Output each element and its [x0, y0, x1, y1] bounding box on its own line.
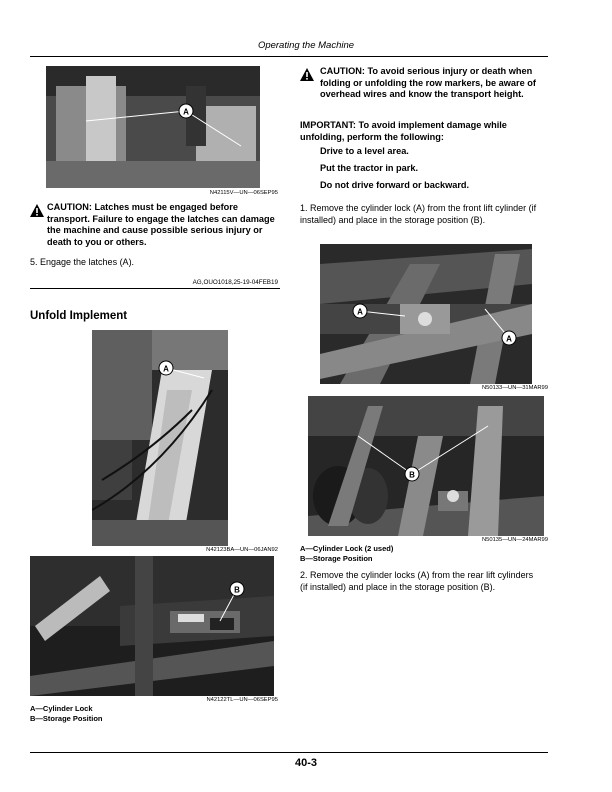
legend-right — [300, 544, 393, 563]
callout-b-photo3: B — [234, 585, 240, 595]
photo-cylinder-lock — [92, 330, 228, 546]
callout-a-photo4-left: A — [357, 307, 363, 317]
photo1-caption: N42115V—UN—06SEP95 — [209, 190, 278, 196]
caution-latches — [30, 202, 280, 248]
callout-a-photo4-right: A — [506, 334, 512, 344]
important-notice: IMPORTANT: To avoid implement damage while unfolding, perform the following: — [300, 120, 507, 142]
caution-latches-text: CAUTION: Latches must be engaged before transport. Failure to engage the latches can damage the machine and cause possible serious injury or death to you or others. — [47, 202, 275, 247]
photo-storage-front — [308, 396, 544, 536]
photo2-caption: N42123BA—UN—06JAN92 — [206, 547, 278, 553]
photo-front-lift-cylinder — [320, 244, 532, 384]
step-1: 1. Remove the cylinder lock (A) from the front lift cylinder (if installed) and place in the storage position (B). — [300, 203, 537, 225]
callout-a-photo2: A — [163, 364, 169, 374]
photo5-caption: N50135—UN—24MAR99 — [481, 537, 548, 543]
legend-left-b: B—Storage Position — [30, 713, 103, 723]
page-number: 40-3 — [294, 757, 318, 769]
footer-rule — [30, 752, 548, 753]
important-subitem-1: Drive to a level area. — [320, 146, 409, 156]
callout-b-photo5: B — [409, 470, 415, 480]
legend-left — [30, 704, 103, 723]
step-5: 5. Engage the latches (A). — [30, 257, 135, 267]
callout-a-photo1: A — [183, 107, 189, 117]
step-2: 2. Remove the cylinder locks (A) from the rear lift cylinders (if installed) and place in the storage position (B). — [300, 570, 534, 592]
important-subitem-2: Put the tractor in park. — [320, 163, 419, 173]
photo4-caption: N50133—UN—31MAR99 — [481, 385, 548, 391]
header-rule — [30, 56, 548, 57]
legend-right-b: B—Storage Position — [300, 553, 373, 563]
section-rule — [30, 288, 280, 289]
section-title: Unfold Implement — [30, 310, 128, 322]
photo-storage-position — [30, 556, 274, 696]
reference-code: AG,OUO1018,25-19-04FEB19 — [192, 279, 278, 286]
warning-triangle-icon — [30, 204, 44, 217]
legend-left-a: A—Cylinder Lock — [30, 704, 93, 713]
running-header: Operating the Machine — [257, 40, 355, 51]
legend-right-a: A—Cylinder Lock (2 used) — [300, 544, 394, 553]
photo3-caption: N42122TL—UN—06SEP95 — [206, 697, 278, 703]
important-subitem-3: Do not drive forward or backward. — [320, 180, 470, 190]
caution-overhead-text: CAUTION: To avoid serious injury or death when folding or unfolding the row markers, be aware of overhead wires and know the transport height. — [320, 66, 536, 100]
caution-overhead-wires — [300, 66, 550, 101]
warning-triangle-icon — [300, 68, 314, 81]
photo-latch — [46, 66, 260, 188]
